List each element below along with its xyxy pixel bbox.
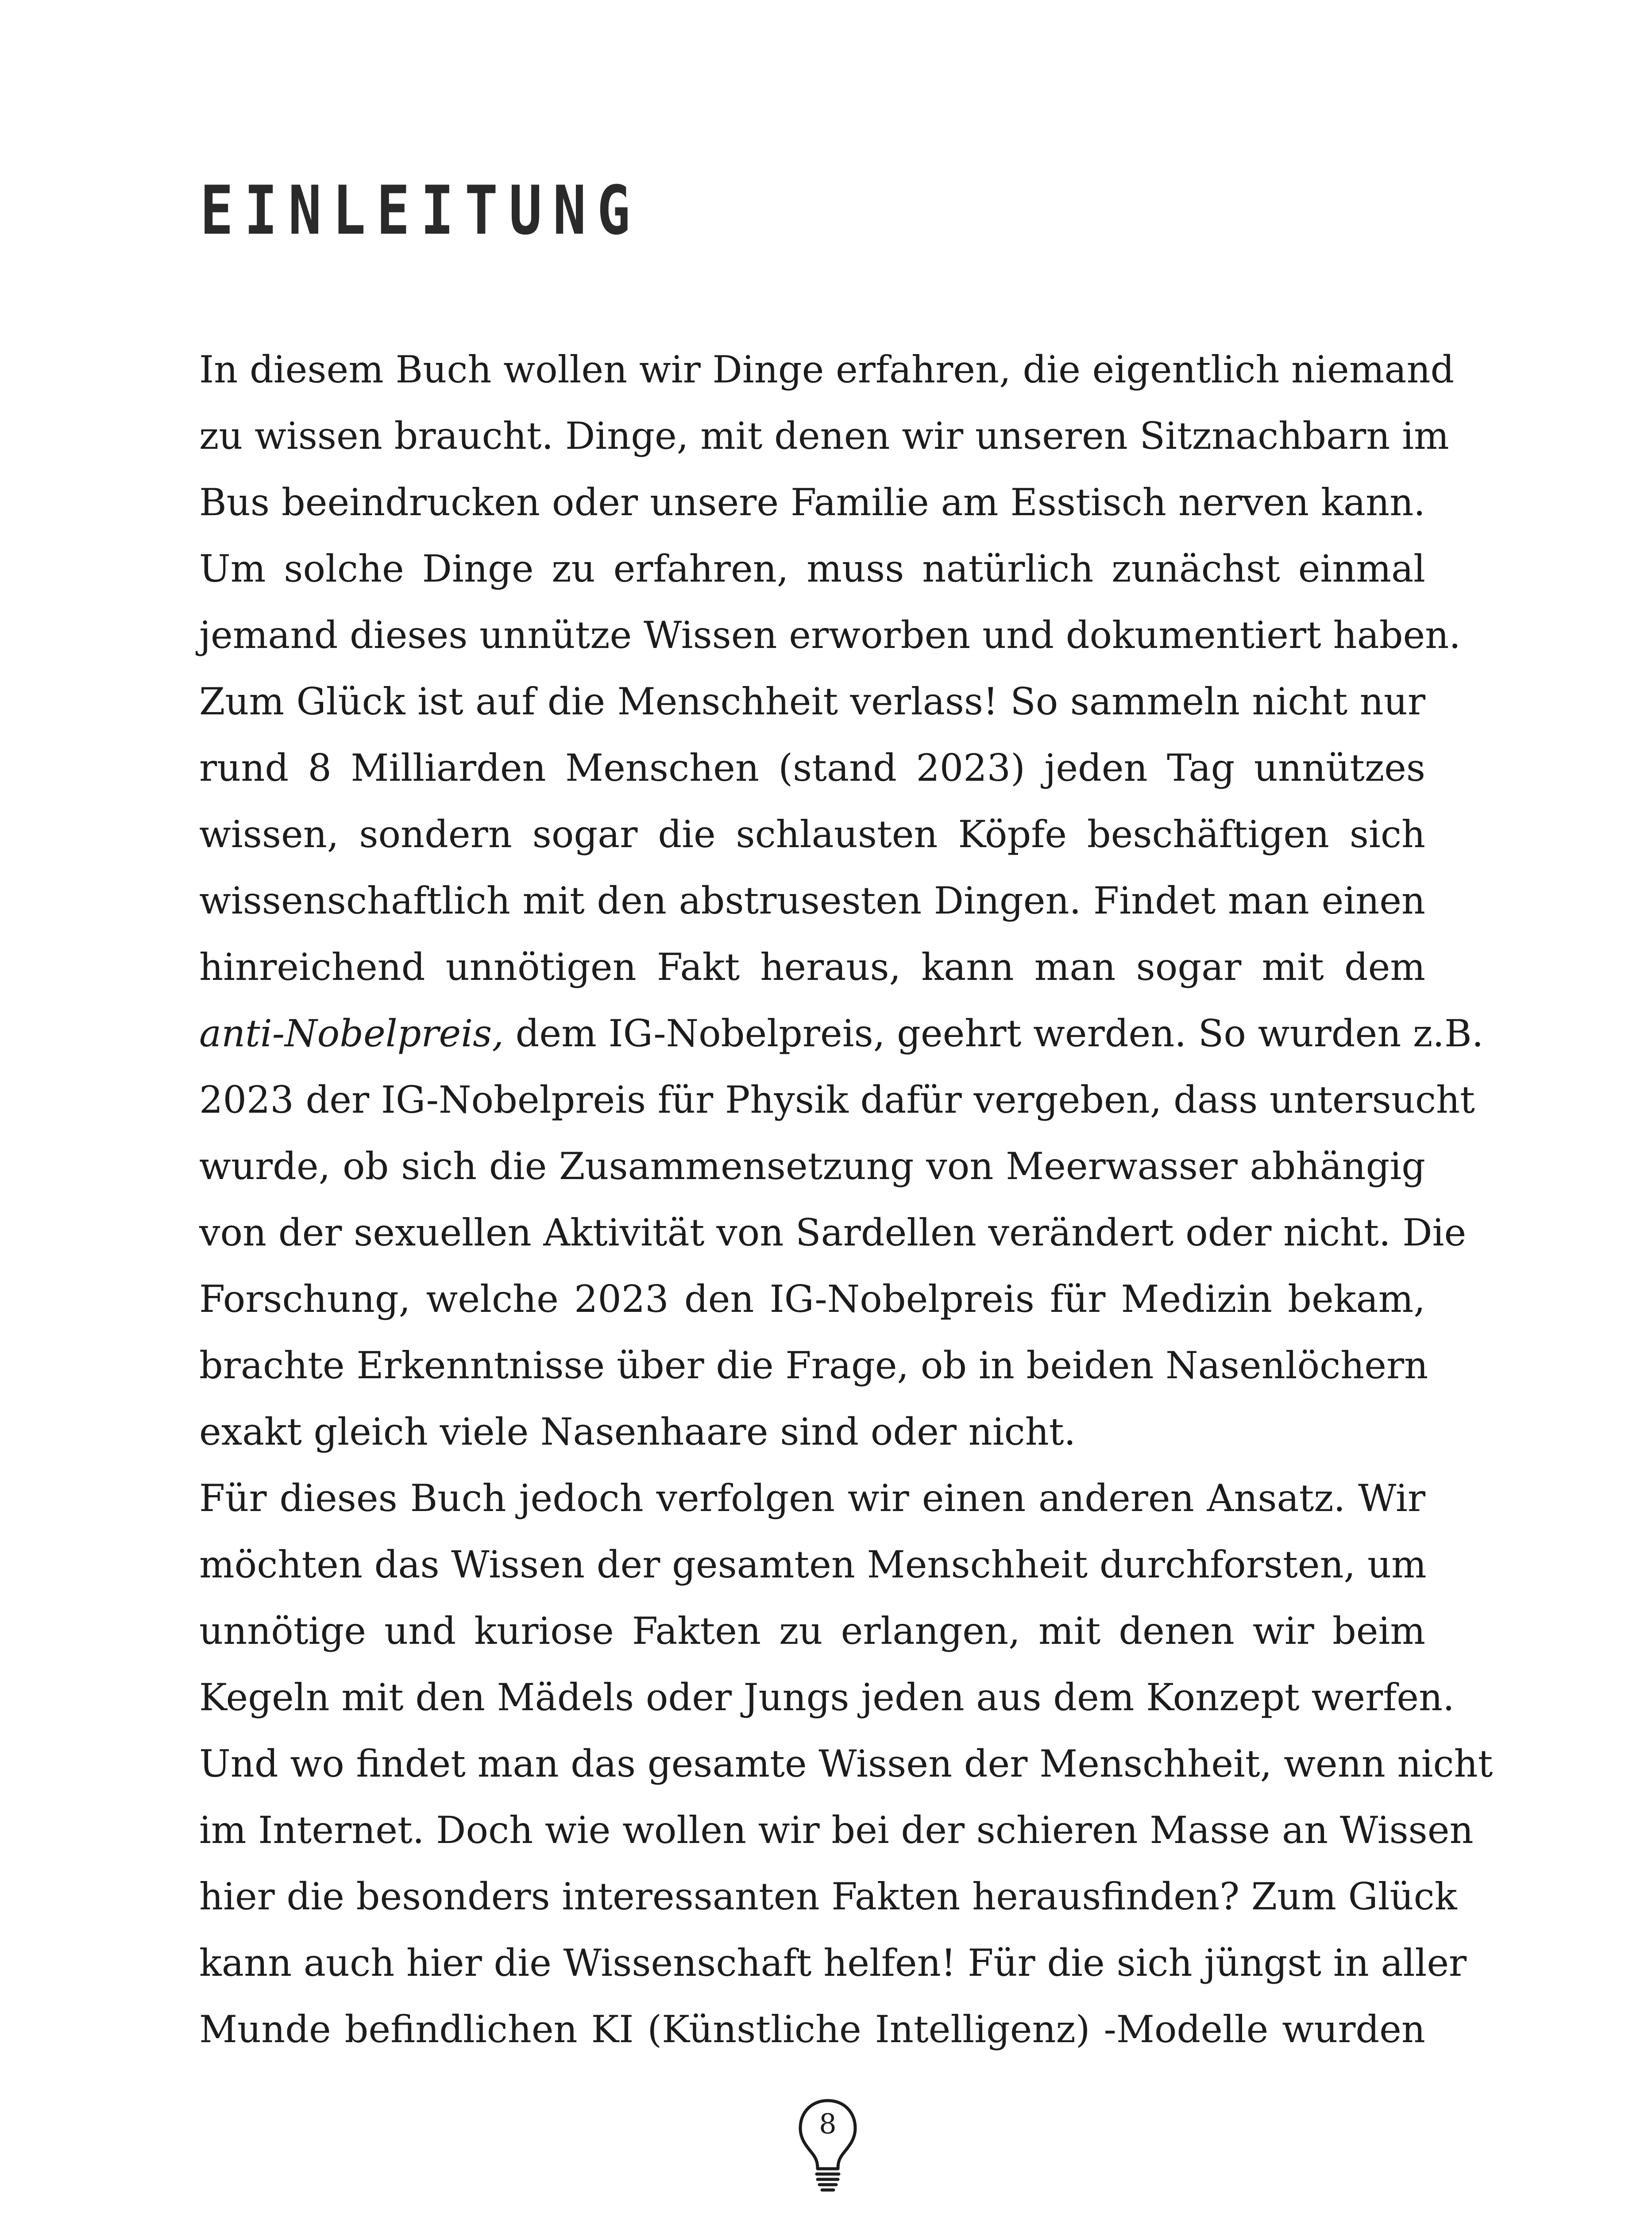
text-line: wissen, sondern sogar die schlausten Köpfe beschäftigen sich — [199, 813, 1425, 856]
text-line: wissenschaftlich mit den abstrusesten Dingen. Findet man einen — [199, 879, 1425, 922]
text-line: jemand dieses unnütze Wissen erworben und dokumentiert haben. — [199, 613, 1461, 657]
text-line: unnötige und kuriose Fakten zu erlangen, mit denen wir beim — [199, 1609, 1425, 1653]
text-line-mixed — [199, 1000, 1484, 1067]
text-line: Für dieses Buch jedoch verfolgen wir einen anderen Ansatz. Wir — [199, 1477, 1425, 1520]
body-text — [199, 336, 1493, 2063]
text-line: hier die besonders interessanten Fakten herausfinden? Zum Glück — [199, 1875, 1457, 1918]
text-line: kann auch hier die Wissenschaft helfen! Für die sich jüngst in aller — [199, 1941, 1467, 1985]
text-line: von der sexuellen Aktivität von Sardellen verändert oder nicht. Die — [199, 1211, 1467, 1254]
text-line: brachte Erkenntnisse über die Frage, ob in beiden Nasenlöchern — [199, 1344, 1428, 1387]
text-line: hinreichend unnötigen Fakt heraus, kann man sogar mit dem — [199, 945, 1425, 989]
text-line: Und wo findet man das gesamte Wissen der Menschheit, wenn nicht — [199, 1742, 1493, 1785]
text-line: im Internet. Doch wie wollen wir bei der schieren Masse an Wissen — [199, 1808, 1474, 1852]
italic-term: anti-Nobelpreis, — [199, 1012, 504, 1055]
chapter-title: EINLEITUNG — [200, 171, 641, 250]
text-line: exakt gleich viele Nasenhaare sind oder nicht. — [199, 1410, 1076, 1453]
text-line: möchten das Wissen der gesamten Menschheit durchforsten, um — [199, 1543, 1427, 1586]
text-line: Zum Glück ist auf die Menschheit verlass! So sammeln nicht nur — [199, 680, 1425, 723]
text-line: wurde, ob sich die Zusammensetzung von Meerwasser abhängig — [199, 1145, 1425, 1188]
text-line: Bus beeindrucken oder unsere Familie am Esstisch nerven kann. — [199, 481, 1425, 524]
text-line: Forschung, welche 2023 den IG-Nobelpreis für Medizin bekam, — [199, 1277, 1425, 1321]
text-line: Um solche Dinge zu erfahren, muss natürlich zunächst einmal — [199, 547, 1425, 590]
text-line: 2023 der IG-Nobelpreis für Physik dafür vergeben, dass untersucht — [199, 1078, 1475, 1122]
text-line: Kegeln mit den Mädels oder Jungs jeden aus dem Konzept werfen. — [199, 1676, 1455, 1719]
text-line: rund 8 Milliarden Menschen (stand 2023) jeden Tag unnützes — [199, 746, 1425, 790]
text-line: Munde befindlichen KI (Künstliche Intelligenz) -Modelle wurden — [199, 2008, 1425, 2051]
text-line: zu wissen braucht. Dinge, mit denen wir unseren Sitznachbarn im — [199, 414, 1449, 458]
text-line: In diesem Buch wollen wir Dinge erfahren, die eigentlich niemand — [199, 348, 1455, 391]
text-fragment: dem IG-Nobelpreis, geehrt werden. So wurden z.B. — [503, 1012, 1484, 1055]
page-number: 8 — [819, 2108, 837, 2140]
